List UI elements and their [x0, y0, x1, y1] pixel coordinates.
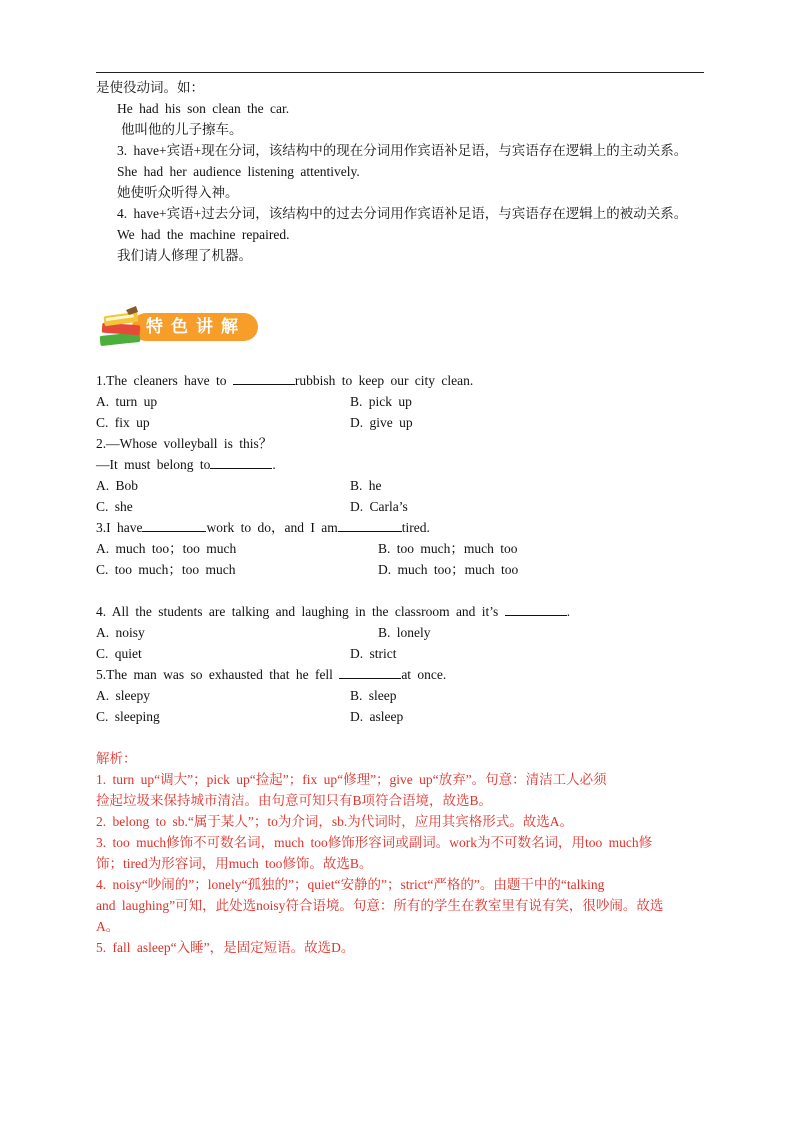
option-a: A. sleepy	[96, 688, 150, 703]
option-c: C. too much；too much	[96, 562, 236, 577]
analysis-line: 3. too much修饰不可数名词，much too修饰形容词或副词。work为不可数名词，用too much修	[96, 835, 653, 850]
question-text: —It must belong to	[96, 457, 211, 472]
question-text: .	[272, 457, 276, 472]
question-text: 3.I have	[96, 520, 143, 535]
answer-blank	[338, 519, 402, 532]
question-text: rubbish to keep our city clean.	[294, 373, 474, 388]
note-translation: 他叫他的儿子擦车。	[121, 122, 243, 137]
option-d: D. strict	[350, 646, 397, 661]
question-text: tired.	[401, 520, 430, 535]
option-a: A. Bob	[96, 478, 139, 493]
option-c: C. sleeping	[96, 709, 160, 724]
analysis-line: 5. fall asleep“入睡”，是固定短语。故选D。	[96, 940, 355, 955]
option-b: B. sleep	[350, 688, 397, 703]
option-b: B. lonely	[378, 625, 431, 640]
books-icon	[96, 304, 148, 350]
question-5	[96, 666, 446, 684]
section-badge	[96, 304, 262, 350]
note-example: She had her audience listening attentively.	[117, 164, 360, 179]
analysis-title: 解析：	[96, 751, 137, 766]
option-a: A. noisy	[96, 625, 145, 640]
note-rule-4: 4. have+宾语+过去分词，该结构中的过去分词用作宾语补足语，与宾语存在逻辑上的被动关系。	[117, 206, 688, 221]
answer-blank	[142, 519, 206, 532]
analysis-line: 4. noisy“吵闹的”；lonely“孤独的”；quiet“安静的”；strict“严格的”。由题干中的“talking	[96, 877, 605, 892]
note-translation: 她使听众听得入神。	[117, 185, 239, 200]
option-c: C. fix up	[96, 415, 150, 430]
analysis-line: and laughing”可知，此处选noisy符合语境。句意：所有的学生在教室里有说有笑，很吵闹。故选	[96, 898, 664, 913]
note-example: We had the machine repaired.	[117, 227, 290, 242]
question-text: work to do，and I am	[206, 520, 338, 535]
option-d: D. Carla’s	[350, 499, 408, 514]
analysis-line: A。	[96, 919, 120, 934]
question-text: 5.The man was so exhausted that he fell	[96, 667, 340, 682]
note-translation: 我们请人修理了机器。	[117, 248, 252, 263]
note-example: He had his son clean the car.	[117, 101, 290, 116]
question-text: 4. All the students are talking and laughing in the classroom and it’s	[96, 604, 505, 619]
note-rule-3: 3. have+宾语+现在分词，该结构中的现在分词用作宾语补足语，与宾语存在逻辑上的主动关系。	[117, 143, 688, 158]
option-a: A. turn up	[96, 394, 158, 409]
note-line: 是使役动词。如：	[96, 80, 204, 95]
option-d: D. asleep	[350, 709, 404, 724]
question-1	[96, 372, 473, 390]
option-a: A. much too；too much	[96, 541, 237, 556]
question-text: .	[566, 604, 571, 619]
answer-blank	[339, 666, 401, 679]
option-c: C. quiet	[96, 646, 142, 661]
option-b: B. he	[350, 478, 382, 493]
question-2: 2.—Whose volleyball is this？	[96, 436, 273, 451]
analysis-line: 1. turn up“调大”；pick up“捡起”；fix up“修理”；give up“放弃”。句意：清洁工人必须	[96, 772, 607, 787]
option-d: D. give up	[350, 415, 413, 430]
badge-label: 特色讲解	[146, 317, 246, 337]
header-rule	[96, 72, 704, 73]
analysis-line: 2. belong to sb.“属于某人”；to为介词，sb.为代词时，应用其宾格形式。故选A。	[96, 814, 573, 829]
question-4	[96, 603, 570, 621]
question-text: 1.The cleaners have to	[96, 373, 233, 388]
question-text: at once.	[401, 667, 447, 682]
answer-blank	[233, 372, 295, 385]
option-b: B. too much；much too	[378, 541, 518, 556]
option-b: B. pick up	[350, 394, 412, 409]
question-3	[96, 519, 430, 537]
option-c: C. she	[96, 499, 133, 514]
analysis-line: 捡起垃圾来保持城市清洁。由句意可知只有B项符合语境，故选B。	[96, 793, 493, 808]
answer-blank	[210, 456, 272, 469]
question-2-line-2	[96, 456, 276, 474]
answer-blank	[505, 603, 567, 616]
analysis-line: 饰；tired为形容词，用much too修饰。故选B。	[96, 856, 373, 871]
option-d: D. much too；much too	[378, 562, 519, 577]
